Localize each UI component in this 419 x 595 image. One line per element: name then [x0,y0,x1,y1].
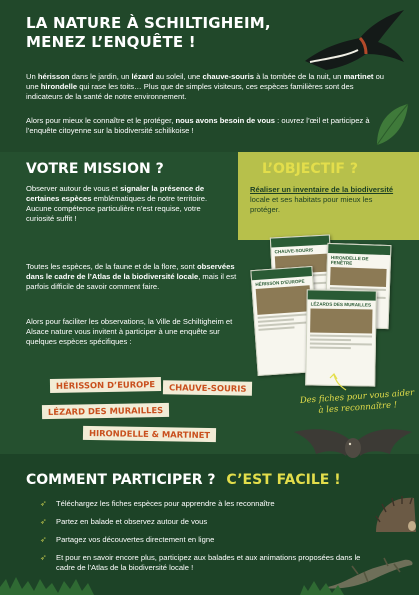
list-item: ➶ Téléchargez les fiches espèces pour apprendre à les reconnaître [40,499,275,508]
text-segment: Alors pour mieux le connaître et le protéger, [26,116,176,125]
text-segment: Observer autour de vous et [26,184,121,193]
grass-decoration [0,575,419,595]
page-title [26,14,271,52]
text-segment: hérisson [37,72,70,81]
text-segment: à la tombée de la nuit, un [253,72,344,81]
text-segment: observées dans le cadre de l’Atlas de la biodiversité locale [26,262,235,281]
text-segment: Réaliser un inventaire de la biodiversité [250,185,394,194]
sheet-title: CHAUVE-SOURIS [274,247,314,255]
text-segment: chauve-souris [202,72,254,81]
participate-title-accent: C’EST FACILE ! [226,472,341,488]
hedgehog-illustration [372,492,418,538]
objective-title: L’OBJECTIF ? [262,161,358,177]
leaf-icon: ➶ [40,499,47,508]
text-segment: lézard [131,72,154,81]
sheet-title: LÉZARDS DES MURAILLES [310,301,372,308]
tag-swallow-swift: HIRONDELLE & MARTINET [83,426,216,442]
text-segment: dans le jardin, un [69,72,132,81]
list-item: ➶ Partagez vos découvertes directement en ligne [40,535,215,544]
text-segment: qui rase les toits… Plus que de simples visiteurs, ces espèces familières sont des indicateurs de la santé de notre environnement. [26,82,354,101]
sheet-title: HÉRISSON D’EUROPE [255,278,305,287]
text-segment: : ouvrez l’œil et participez à l’enquête citoyenne sur la biodiversité schilikoise ! [26,116,370,135]
arrow-icon [326,372,350,392]
intro-paragraph [26,72,386,102]
text-segment: hirondelle [40,82,78,91]
species-call-paragraph: Alors pour faciliter les observations, la Ville de Schiltigheim et Alsace nature vous invitent à participer à une enquête sur quelques espèces spécifiques : [26,317,233,346]
call-paragraph [26,116,381,136]
title-line-2: MENEZ L’ENQUÊTE ! [26,33,196,51]
leaf-icon: ➶ [40,553,47,562]
title-line-1: LA NATURE À SCHILTIGHEIM, [26,14,271,32]
tag-lizard: LÉZARD DES MURAILLES [42,403,169,419]
species-paragraph [26,262,242,292]
objective-paragraph [250,185,400,215]
list-item: ➶ Et pour en savoir encore plus, participez aux balades et aux animations proposées dans le cadre de l’Atlas de la biodiversité locale ! [40,553,361,572]
text-segment: locale et ses habitats pour mieux les protéger. [250,195,373,214]
text-segment: Toutes les espèces, de la faune et de la flore, sont [26,262,197,271]
leaf-icon: ➶ [40,517,47,526]
sheet-title: HIRONDELLE DE FENÊTRE [330,255,369,266]
tag-bat: CHAUVE-SOURIS [163,380,253,396]
text-segment: martinet [343,72,374,81]
mission-paragraph [26,184,226,224]
handwritten-note: Des fiches pour vous aider à les reconnaître ! [299,388,415,416]
tag-hedgehog: HÉRISSON D’EUROPE [50,377,161,393]
text-segment: Un [26,72,38,81]
text-segment: emblématiques de notre territoire. Aucune compétence particulière n’est requise, votre curiosité suffit ! [26,194,208,223]
text-segment: ou une [26,72,385,91]
leaf-icon: ➶ [40,535,47,544]
participate-title-main: COMMENT PARTICIPER ? [26,472,216,488]
text-segment: au soleil, une [153,72,203,81]
list-item: ➶ Partez en balade et observez autour de vous [40,517,208,526]
text-segment: nous avons besoin de vous [175,116,276,125]
text-segment: , mais il est parfois difficile de savoir comment faire. [26,272,237,291]
text-segment: signaler la présence de certaines espèces [26,184,205,203]
mission-title: VOTRE MISSION ? [26,161,164,177]
bat-illustration [290,420,415,475]
participate-title [26,472,341,489]
